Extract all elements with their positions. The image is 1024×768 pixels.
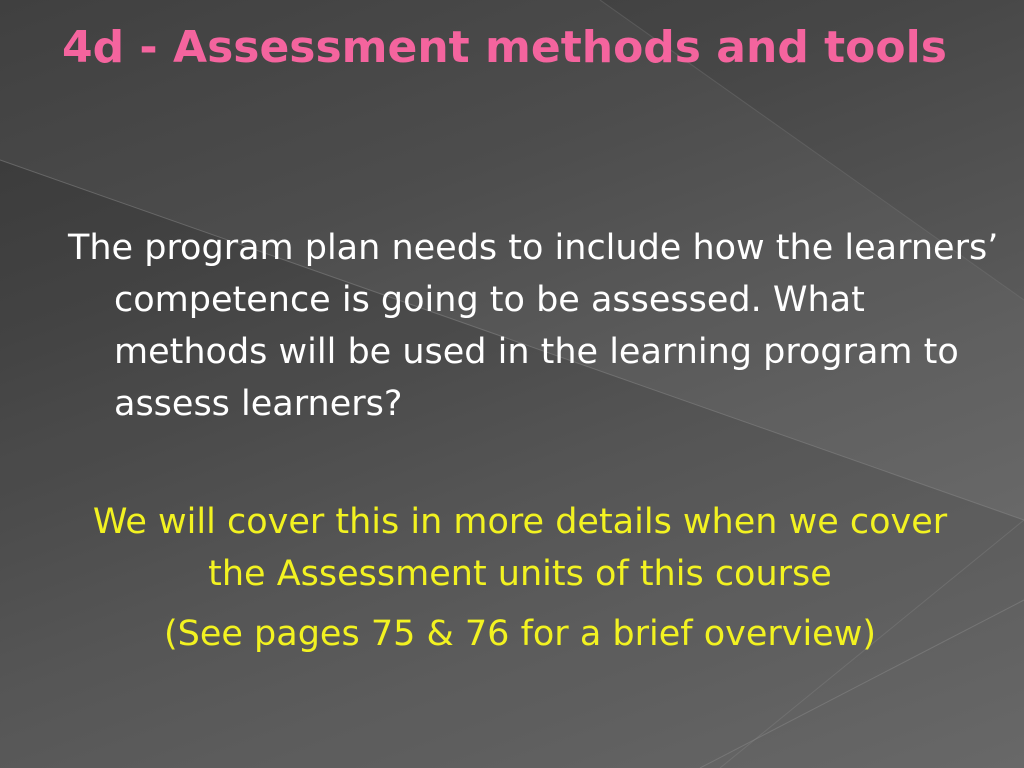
slide-title: 4d - Assessment methods and tools	[62, 22, 947, 73]
note-text: We will cover this in more details when we cover the Assessment units of this course	[92, 502, 948, 594]
page-reference-note: (See pages 75 & 76 for a brief overview)	[163, 614, 876, 654]
body-paragraph: The program plan needs to include how the learners’ competence is going to be assessed. What methods will be used in the learning program to assess learners?	[68, 228, 999, 424]
